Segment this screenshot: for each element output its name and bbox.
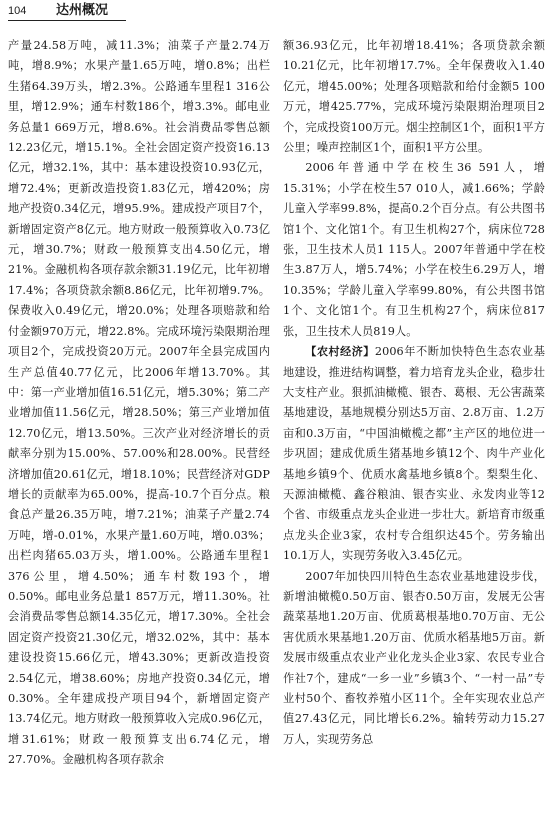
header-rule bbox=[8, 20, 126, 21]
left-column bbox=[8, 36, 270, 771]
section-keyword-rural-economy: 【农村经济】 bbox=[305, 345, 375, 359]
paragraph-left-continued: 产量24.58万吨，减11.3%；油菜子产量2.74万吨，增8.9%；水果产量1.65万吨，增0.8%；出栏生猪64.39万头，增2.3%。公路通车里程1 316公里，增12.9%；通车村数186个，增3.3%。邮电业务总量1 669万元，增8.6%。社会消费品零售总额12.23亿元，增15.1%。全社会固定资产投资16.13亿元，增32.1%，其中：基本建设投资10.93亿元，增72.4%；更新改造投资1.83亿元，增420%；房地产投资0.34亿元，增95.9%。建成投产项目7个，新增固定资产8亿元。地方财政一般预算收入0.73亿元，增30.7%；财政一般预算支出4.50亿元，增21%。金融机构各项存款余额31.19亿元，比年初增17.4%；各项贷款余额8.86亿元，比年初增9.7%。保费收入0.49亿元，增20.0%；处理各项赔款和给付金额970万元，增22.8%。完成环境污染限期治理项目2个，完成投资20万元。2007年全县完成国内生产总值40.77亿元，比2006年增13.70%。其中：第一产业增加值16.51亿元，增5.30%；第二产业增加值11.56亿元，增28.50%；第三产业增加值12.70亿元，增13.50%。三次产业对经济增长的贡献率分别为15.00%、57.00%和28.00%。民营经济增加值20.61亿元，增18.10%；民营经济对GDP增长的贡献率为65.00%，提高-10.7个百分点。粮食总产量26.35万吨，增7.21%；油菜子产量2.74万吨，增-0.01%，水果产量1.60万吨，增0.03%；出栏肉猪65.03万头，增1.00%。公路通车里程1 376公里，增4.50%；通车村数193个，增0.50%。邮电业务总量1 857万元，增11.30%。社会消费品零售总额14.35亿元，增17.30%。全社会固定资产投资21.30亿元，增32.02%，其中：基本建设投资15.66亿元，增43.30%；更新改造投资2.54亿元，增38.60%；房地产投资0.34亿元，增0.30%。全年建成投产项目94个，新增固定资产13.74亿元。地方财政一般预算收入完成0.96亿元，增31.61%；财政一般预算支出6.74亿元，增27.70%。金融机构各项存款余 bbox=[8, 39, 270, 767]
running-title: 达州概况 bbox=[56, 3, 109, 18]
paragraph-2007-agriculture: 2007年加快四川特色生态农业基地建设步伐，新增油橄榄0.50万亩、银杏0.50万亩，发展无公害蔬菜基地1.20万亩、优质葛根基地0.70万亩、无公害优质水果基地1.20万亩、优质水稻基地5万亩。新发展市级重点农业产业化龙头企业3家、农民专业合作社7个，建成“一乡一业”乡镇3个、“一村一品”专业村50个、畜牧养殖小区11个。全年实现农业总产值27.43亿元，同比增长6.2%。输转劳动力15.27万人，实现劳务总 bbox=[283, 569, 545, 746]
right-column bbox=[283, 36, 545, 750]
paragraph-right-continued: 额36.93亿元，比年初增18.41%；各项贷款余额10.21亿元，比年初增17.7%。全年保费收入1.40亿元，增45.00%；处理各项赔款和给付金额5 100万元，增425.77%，完成环境污染限期治理项目2个，完成投资100万元。烟尘控制区1个，面积1平方公里；噪声控制区1个，面积1平方公里。 bbox=[283, 39, 545, 155]
page-number: 104 bbox=[8, 5, 27, 17]
paragraph-rural-economy bbox=[283, 342, 545, 566]
rural-economy-text: 2006年不断加快特色生态农业基地建设，推进结构调整，着力培育龙头企业，稳步壮大支柱产业。狠抓油橄榄、银杏、葛根、无公害蔬菜基地建设，基地规模分别达5万亩、2.8万亩、1.2万亩和0.3万亩，“中国油橄榄之都”主产区的地位进一步巩固；建成优质生猪基地乡镇12个、肉牛产业化基地乡镇9个、优质水禽基地乡镇8个。梨梨生化、天源油橄榄、鑫谷粮油、银杏实业、永发肉业等12个省、市级重点龙头企业进一步壮大。新培育市级重点龙头企业3家，农村专合组织达45个。劳务输出10.1万人，实现劳务收入3.45亿元。 bbox=[283, 345, 545, 563]
page-header bbox=[8, 4, 538, 22]
paragraph-education-health: 2006年普通中学在校生36 591人，增15.31%；小学在校生57 010人，减1.66%；学龄儿童入学率99.8%，提高0.2个百分点。有公共图书馆1个、文化馆1个。有卫生机构27个，病床位728张，卫生技术人员1 115人。2007年普通中学在校生3.87万人，增5.74%；小学在校生6.29万人，增10.35%；学龄儿童入学率99.80%，有公共图书馆1个、文化馆1个。有卫生机构27个，病床位817张，卫生技术人员819人。 bbox=[283, 161, 545, 338]
